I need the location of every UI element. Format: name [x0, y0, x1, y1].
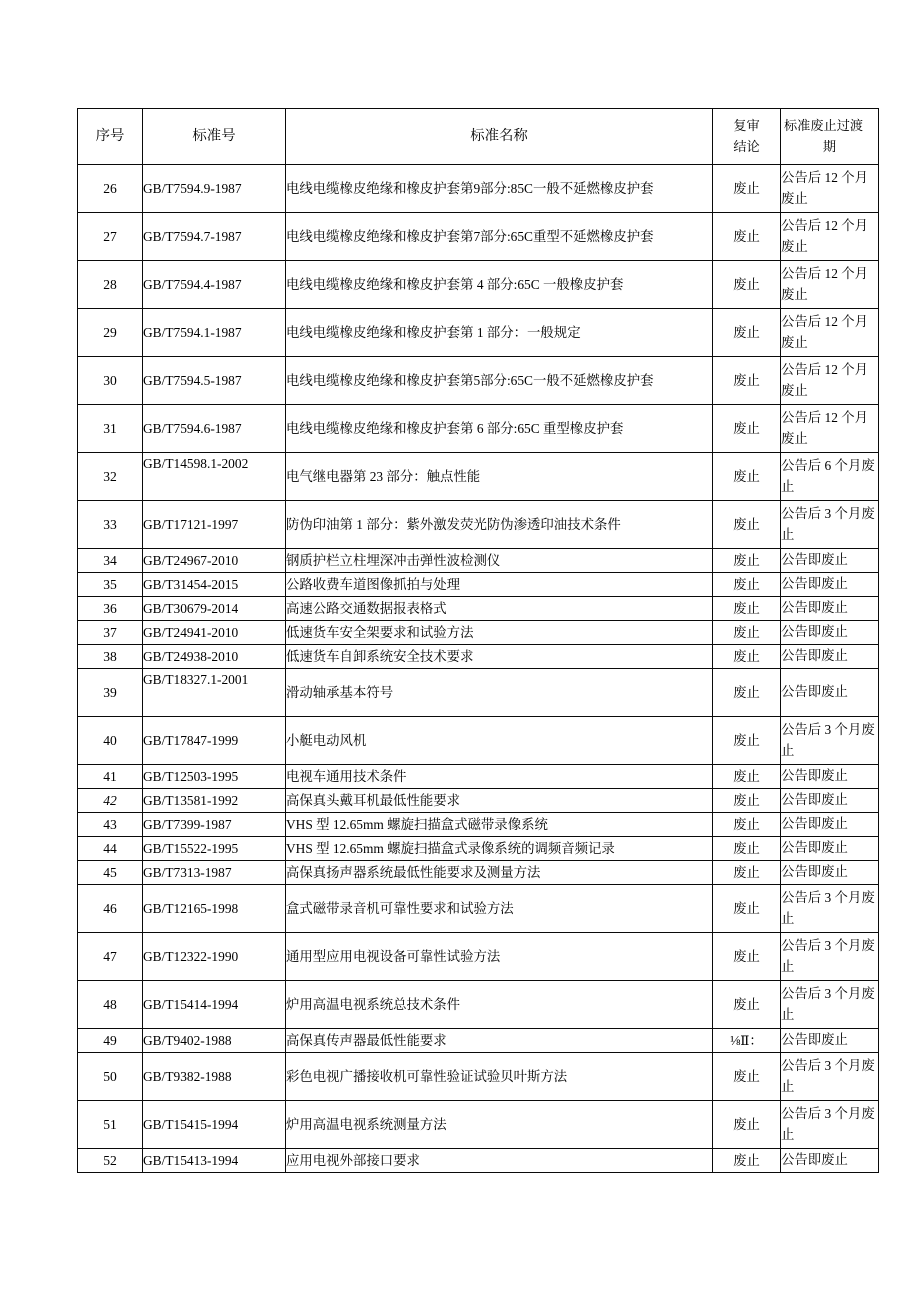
- cell-transition-period: 公告后 12 个月废止: [781, 357, 879, 405]
- cell-transition-period: 公告后 3 个月废止: [781, 717, 879, 765]
- table-row: [78, 837, 879, 861]
- cell-standard-code: GB/T7399-1987: [143, 813, 286, 837]
- cell-review-conclusion: 废止: [713, 837, 781, 861]
- table-row: [78, 501, 879, 549]
- cell-review-conclusion: 废止: [713, 981, 781, 1029]
- cell-standard-code: GB/T9402-1988: [143, 1029, 286, 1053]
- cell-review-conclusion: 废止: [713, 933, 781, 981]
- cell-standard-code: GB/T12503-1995: [143, 765, 286, 789]
- cell-transition-period: 公告即废止: [781, 1029, 879, 1053]
- table-body: [78, 165, 879, 1173]
- cell-sequence: 38: [78, 645, 143, 669]
- table-row: [78, 1029, 879, 1053]
- cell-standard-name: 盒式磁带录音机可靠性要求和试验方法: [286, 885, 713, 933]
- table-row: [78, 645, 879, 669]
- cell-standard-code: GB/T17847-1999: [143, 717, 286, 765]
- table-header-row: [78, 109, 879, 165]
- cell-transition-period: 公告即废止: [781, 789, 879, 813]
- table-row: [78, 597, 879, 621]
- cell-standard-name: 高保真头戴耳机最低性能要求: [286, 789, 713, 813]
- cell-review-conclusion: 废止: [713, 405, 781, 453]
- cell-review-conclusion: 废止: [713, 1101, 781, 1149]
- column-header-sequence: 序号: [78, 109, 143, 165]
- cell-transition-period: 公告后 3 个月废止: [781, 1101, 879, 1149]
- table-row: [78, 453, 879, 501]
- cell-standard-name: 低速货车安全架要求和试验方法: [286, 621, 713, 645]
- cell-review-conclusion: 废止: [713, 1053, 781, 1101]
- column-header-transition-period: [781, 109, 879, 165]
- cell-review-conclusion: 废止: [713, 789, 781, 813]
- cell-standard-code: GB/T7313-1987: [143, 861, 286, 885]
- cell-transition-period: 公告后 3 个月废止: [781, 933, 879, 981]
- cell-sequence: 35: [78, 573, 143, 597]
- cell-review-conclusion: 废止: [713, 765, 781, 789]
- cell-standard-name: 炉用高温电视系统总技术条件: [286, 981, 713, 1029]
- table-row: [78, 813, 879, 837]
- cell-sequence: 48: [78, 981, 143, 1029]
- cell-sequence: 43: [78, 813, 143, 837]
- cell-standard-code: GB/T31454-2015: [143, 573, 286, 597]
- cell-standard-name: 电线电缆橡皮绝缘和橡皮护套第5部分:65C一般不延燃橡皮护套: [286, 357, 713, 405]
- standards-abolition-table: [77, 108, 879, 1173]
- cell-standard-code: GB/T7594.6-1987: [143, 405, 286, 453]
- cell-review-conclusion: 废止: [713, 645, 781, 669]
- cell-transition-period: 公告后 12 个月废止: [781, 261, 879, 309]
- cell-standard-name: 小艇电动风机: [286, 717, 713, 765]
- table-row: [78, 885, 879, 933]
- transition-period-line2: 期: [822, 138, 837, 154]
- table-row: [78, 573, 879, 597]
- cell-standard-name: 防伪印油第 1 部分：紫外激发荧光防伪渗透印油技术条件: [286, 501, 713, 549]
- standards-table-container: [77, 108, 878, 1173]
- cell-review-conclusion: 废止: [713, 501, 781, 549]
- cell-review-conclusion: 废止: [713, 357, 781, 405]
- table-row: [78, 765, 879, 789]
- cell-standard-code: GB/T12322-1990: [143, 933, 286, 981]
- cell-standard-code: GB/T7594.1-1987: [143, 309, 286, 357]
- cell-transition-period: 公告即废止: [781, 645, 879, 669]
- cell-review-conclusion: 废止: [713, 597, 781, 621]
- cell-review-conclusion: 废止: [713, 261, 781, 309]
- cell-standard-name: 电线电缆橡皮绝缘和橡皮护套第7部分:65C重型不延燃橡皮护套: [286, 213, 713, 261]
- table-row: [78, 1101, 879, 1149]
- cell-review-conclusion: ⅛Ⅱ：: [713, 1029, 781, 1053]
- cell-standard-name: 电线电缆橡皮绝缘和橡皮护套第 4 部分:65C 一般橡皮护套: [286, 261, 713, 309]
- cell-sequence: 34: [78, 549, 143, 573]
- cell-standard-code: GB/T30679-2014: [143, 597, 286, 621]
- cell-standard-name: 炉用高温电视系统测量方法: [286, 1101, 713, 1149]
- cell-review-conclusion: 废止: [713, 453, 781, 501]
- column-header-standard-code: 标准号: [143, 109, 286, 165]
- cell-standard-name: 通用型应用电视设备可靠性试验方法: [286, 933, 713, 981]
- cell-review-conclusion: 废止: [713, 1149, 781, 1173]
- cell-standard-code: GB/T9382-1988: [143, 1053, 286, 1101]
- cell-review-conclusion: 废止: [713, 885, 781, 933]
- cell-standard-name: 电线电缆橡皮绝缘和橡皮护套第9部分:85C一般不延燃橡皮护套: [286, 165, 713, 213]
- cell-standard-name: 高保真扬声器系统最低性能要求及测量方法: [286, 861, 713, 885]
- cell-transition-period: 公告后 6 个月废止: [781, 453, 879, 501]
- cell-sequence: 36: [78, 597, 143, 621]
- cell-standard-code: GB/T17121-1997: [143, 501, 286, 549]
- cell-sequence: 33: [78, 501, 143, 549]
- cell-transition-period: 公告后 12 个月废止: [781, 213, 879, 261]
- cell-standard-code: GB/T24938-2010: [143, 645, 286, 669]
- cell-sequence: 45: [78, 861, 143, 885]
- cell-transition-period: 公告即废止: [781, 621, 879, 645]
- cell-standard-name: 电线电缆橡皮绝缘和橡皮护套第 6 部分:65C 重型橡皮护套: [286, 405, 713, 453]
- cell-transition-period: 公告即废止: [781, 573, 879, 597]
- cell-standard-code: GB/T7594.4-1987: [143, 261, 286, 309]
- cell-standard-name: 高保真传声器最低性能要求: [286, 1029, 713, 1053]
- cell-review-conclusion: 废止: [713, 165, 781, 213]
- table-row: [78, 789, 879, 813]
- cell-standard-code: GB/T15522-1995: [143, 837, 286, 861]
- transition-period-line1: 标准废止过渡: [784, 118, 864, 134]
- cell-standard-name: 高速公路交通数据报表格式: [286, 597, 713, 621]
- cell-standard-name: 应用电视外部接口要求: [286, 1149, 713, 1173]
- column-header-review-conclusion: [713, 109, 781, 165]
- table-row: [78, 213, 879, 261]
- cell-sequence: 30: [78, 357, 143, 405]
- review-conclusion-line1: 复审: [733, 118, 760, 134]
- cell-transition-period: 公告即废止: [781, 597, 879, 621]
- table-row: [78, 261, 879, 309]
- cell-sequence: 47: [78, 933, 143, 981]
- cell-transition-period: 公告即废止: [781, 1149, 879, 1173]
- table-header: [78, 109, 879, 165]
- table-row: [78, 621, 879, 645]
- cell-review-conclusion: 废止: [713, 621, 781, 645]
- cell-review-conclusion: 废止: [713, 813, 781, 837]
- table-row: [78, 717, 879, 765]
- table-row: [78, 309, 879, 357]
- cell-sequence: 52: [78, 1149, 143, 1173]
- review-conclusion-line2: 结论: [733, 138, 760, 154]
- cell-review-conclusion: 废止: [713, 213, 781, 261]
- cell-transition-period: 公告后 3 个月废止: [781, 981, 879, 1029]
- cell-sequence: 39: [78, 669, 143, 717]
- cell-sequence: 32: [78, 453, 143, 501]
- cell-transition-period: 公告即废止: [781, 549, 879, 573]
- cell-transition-period: 公告后 3 个月废止: [781, 885, 879, 933]
- cell-standard-name: 滑动轴承基本符号: [286, 669, 713, 717]
- cell-standard-name: 电气继电器第 23 部分：触点性能: [286, 453, 713, 501]
- cell-standard-code: GB/T15415-1994: [143, 1101, 286, 1149]
- cell-sequence: 44: [78, 837, 143, 861]
- cell-review-conclusion: 废止: [713, 309, 781, 357]
- table-row: [78, 549, 879, 573]
- cell-standard-name: 低速货车自卸系统安全技术要求: [286, 645, 713, 669]
- cell-transition-period: 公告后 12 个月废止: [781, 405, 879, 453]
- cell-standard-code: GB/T14598.1-2002: [143, 453, 286, 501]
- cell-standard-code: GB/T24941-2010: [143, 621, 286, 645]
- cell-sequence: 40: [78, 717, 143, 765]
- cell-standard-code: GB/T7594.9-1987: [143, 165, 286, 213]
- cell-standard-name: 钢质护栏立柱埋深冲击弹性波检测仪: [286, 549, 713, 573]
- cell-standard-code: GB/T15413-1994: [143, 1149, 286, 1173]
- cell-standard-code: GB/T7594.7-1987: [143, 213, 286, 261]
- cell-review-conclusion: 废止: [713, 549, 781, 573]
- cell-standard-code: GB/T24967-2010: [143, 549, 286, 573]
- cell-transition-period: 公告即废止: [781, 861, 879, 885]
- cell-review-conclusion: 废止: [713, 573, 781, 597]
- table-row: [78, 1149, 879, 1173]
- cell-standard-code: GB/T13581-1992: [143, 789, 286, 813]
- cell-sequence: 49: [78, 1029, 143, 1053]
- cell-transition-period: 公告即废止: [781, 669, 879, 717]
- cell-transition-period: 公告后 12 个月废止: [781, 309, 879, 357]
- cell-sequence: 46: [78, 885, 143, 933]
- cell-transition-period: 公告后 12 个月废止: [781, 165, 879, 213]
- cell-transition-period: 公告即废止: [781, 765, 879, 789]
- cell-standard-code: GB/T12165-1998: [143, 885, 286, 933]
- table-row: [78, 357, 879, 405]
- table-row: [78, 669, 879, 717]
- cell-transition-period: 公告后 3 个月废止: [781, 1053, 879, 1101]
- cell-sequence: 50: [78, 1053, 143, 1101]
- cell-sequence: 37: [78, 621, 143, 645]
- cell-transition-period: 公告即废止: [781, 813, 879, 837]
- cell-standard-name: VHS 型 12.65mm 螺旋扫描盒式录像系统的调频音频记录: [286, 837, 713, 861]
- table-row: [78, 405, 879, 453]
- cell-transition-period: 公告后 3 个月废止: [781, 501, 879, 549]
- cell-review-conclusion: 废止: [713, 669, 781, 717]
- cell-sequence: 31: [78, 405, 143, 453]
- table-row: [78, 1053, 879, 1101]
- cell-sequence: 41: [78, 765, 143, 789]
- table-row: [78, 861, 879, 885]
- cell-standard-code: GB/T18327.1-2001: [143, 669, 286, 717]
- cell-sequence: 29: [78, 309, 143, 357]
- cell-standard-name: 公路收费车道图像抓拍与处理: [286, 573, 713, 597]
- cell-standard-name: 电线电缆橡皮绝缘和橡皮护套第 1 部分：一般规定: [286, 309, 713, 357]
- cell-sequence: 27: [78, 213, 143, 261]
- table-row: [78, 981, 879, 1029]
- column-header-standard-name: 标准名称: [286, 109, 713, 165]
- cell-standard-code: GB/T15414-1994: [143, 981, 286, 1029]
- cell-review-conclusion: 废止: [713, 717, 781, 765]
- cell-standard-code: GB/T7594.5-1987: [143, 357, 286, 405]
- cell-standard-name: 电视车通用技术条件: [286, 765, 713, 789]
- cell-standard-name: 彩色电视广播接收机可靠性验证试验贝叶斯方法: [286, 1053, 713, 1101]
- cell-sequence: 26: [78, 165, 143, 213]
- table-row: [78, 933, 879, 981]
- cell-transition-period: 公告即废止: [781, 837, 879, 861]
- cell-standard-name: VHS 型 12.65mm 螺旋扫描盒式磁带录像系统: [286, 813, 713, 837]
- cell-sequence: 28: [78, 261, 143, 309]
- cell-sequence: 51: [78, 1101, 143, 1149]
- table-row: [78, 165, 879, 213]
- cell-sequence: 42: [78, 789, 143, 813]
- cell-review-conclusion: 废止: [713, 861, 781, 885]
